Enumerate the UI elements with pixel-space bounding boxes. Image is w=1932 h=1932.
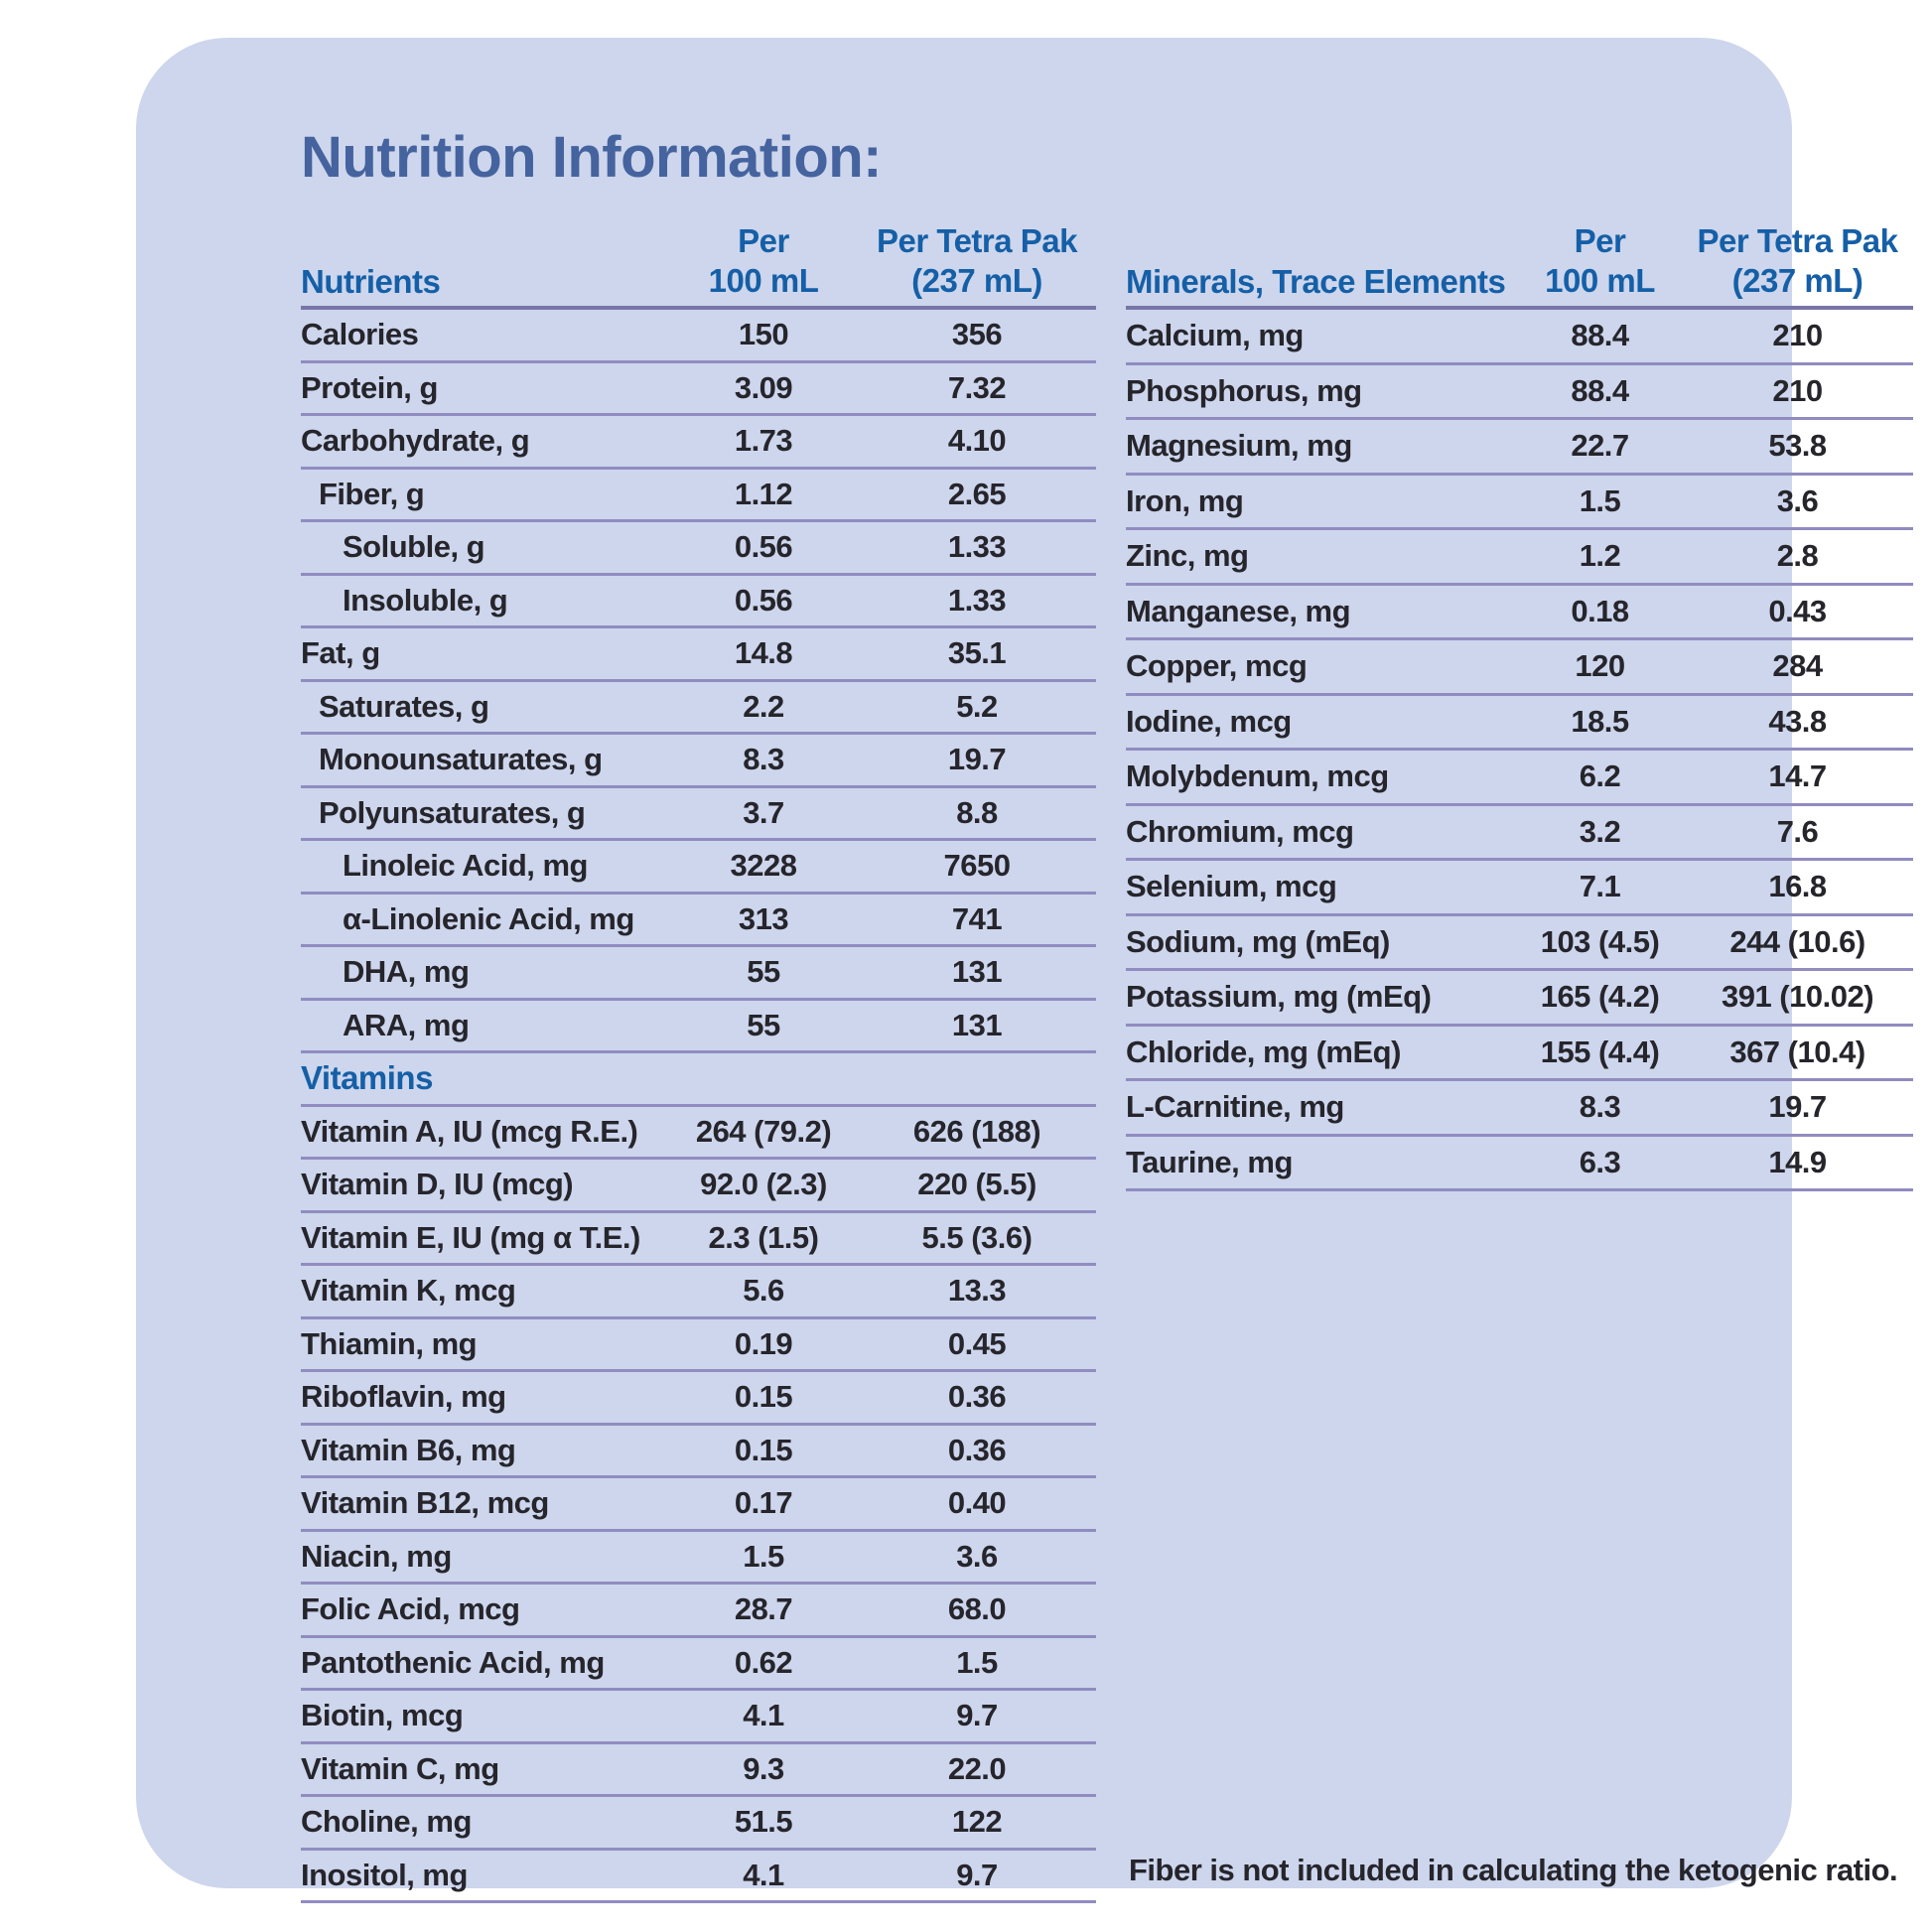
footnote: Fiber is not included in calculating the ketogenic ratio. <box>1129 1853 1898 1887</box>
per-100ml-value: 28.7 <box>734 1591 793 1627</box>
table-row <box>1126 861 1913 916</box>
per-100ml-value: 6.3 <box>1579 1144 1621 1179</box>
column-header-minerals: Minerals, Trace Elements <box>1126 263 1506 300</box>
per-tetra-pak-value: 2.8 <box>1776 538 1819 574</box>
nutrient-label: Molybdenum, mcg <box>1126 759 1389 794</box>
nutrient-label: Selenium, mcg <box>1126 869 1337 904</box>
table-row <box>301 1107 1096 1161</box>
column-header-per-100ml <box>669 221 858 306</box>
nutrient-label: Folic Acid, mcg <box>301 1591 520 1627</box>
per-tetra-pak-value: 0.43 <box>1768 593 1827 628</box>
per-tetra-pak-value: 8.8 <box>956 794 998 830</box>
table-row <box>301 1213 1096 1267</box>
nutrient-label: Niacin, mg <box>301 1538 452 1574</box>
per-100ml-value: 2.2 <box>743 688 784 724</box>
per-100ml-value: 22.7 <box>1571 428 1629 464</box>
table-row <box>301 1851 1096 1904</box>
nutrient-label: Calories <box>301 317 419 352</box>
nutrients-table-body <box>301 310 1096 1903</box>
table-row <box>1126 806 1913 862</box>
nutrients-table <box>301 214 1096 1903</box>
per-tetra-pak-value: 7.6 <box>1776 813 1819 849</box>
per-100ml-value: 0.17 <box>734 1485 793 1521</box>
per-tetra-pak-value: 210 <box>1772 372 1823 408</box>
per-tetra-pak-value: 14.7 <box>1768 759 1827 794</box>
nutrient-label: Pantothenic Acid, mg <box>301 1644 605 1680</box>
per-tetra-pak-value: 4.10 <box>947 423 1007 459</box>
per-tetra-pak-value: 35.1 <box>947 635 1007 671</box>
per-tetra-pak-value: 131 <box>951 954 1003 990</box>
nutrient-label: Potassium, mg (mEq) <box>1126 979 1432 1015</box>
nutrient-label: Soluble, g <box>343 529 485 565</box>
nutrient-label: Chloride, mg (mEq) <box>1126 1034 1401 1069</box>
per-100ml-value: 92.0 (2.3) <box>700 1167 827 1202</box>
per-tetra-pak-value: 5.5 (3.6) <box>921 1219 1033 1255</box>
per-tetra-pak-value: 356 <box>951 317 1003 352</box>
table-row <box>301 1585 1096 1638</box>
per-100ml-value: 0.15 <box>734 1432 793 1467</box>
per-100ml-value: 8.3 <box>1579 1089 1621 1125</box>
column-header-nutrients: Nutrients <box>301 263 441 300</box>
column-header-per-line2: 100 mL <box>1545 262 1655 299</box>
column-header-pak-line1: Per Tetra Pak <box>1697 222 1898 259</box>
nutrient-label: Vitamin E, IU (mg α T.E.) <box>301 1219 640 1255</box>
per-100ml-value: 2.3 (1.5) <box>708 1219 819 1255</box>
nutrient-label: Chromium, mcg <box>1126 813 1354 849</box>
nutrient-label: Sodium, mg (mEq) <box>1126 923 1390 959</box>
table-row <box>301 1319 1096 1373</box>
table-row <box>1126 916 1913 972</box>
column-header-per-tetra-pak <box>1682 221 1913 306</box>
table-row <box>1126 420 1913 476</box>
nutrition-panel <box>136 38 1898 1892</box>
table-row <box>1126 1027 1913 1082</box>
per-tetra-pak-value: 244 (10.6) <box>1729 923 1865 959</box>
table-row <box>1126 1081 1913 1137</box>
per-tetra-pak-value: 9.7 <box>956 1698 998 1733</box>
table-row <box>301 416 1096 470</box>
column-header-per-line2: 100 mL <box>708 262 819 299</box>
nutrient-label: Vitamin B12, mcg <box>301 1485 549 1521</box>
per-tetra-pak-value: 210 <box>1772 318 1823 353</box>
per-100ml-value: 0.18 <box>1571 593 1629 628</box>
table-row <box>301 841 1096 895</box>
nutrient-label: Vitamin B6, mg <box>301 1432 516 1467</box>
per-100ml-value: 264 (79.2) <box>695 1113 832 1149</box>
per-100ml-value: 155 (4.4) <box>1540 1034 1660 1069</box>
nutrient-label: Linoleic Acid, mg <box>343 848 588 884</box>
per-tetra-pak-value: 122 <box>951 1804 1003 1840</box>
per-tetra-pak-value: 1.33 <box>947 582 1007 618</box>
table-row <box>301 1426 1096 1479</box>
nutrient-label: ARA, mg <box>343 1007 470 1042</box>
per-tetra-pak-value: 0.40 <box>947 1485 1007 1521</box>
per-100ml-value: 165 (4.2) <box>1540 979 1660 1015</box>
table-row <box>301 1160 1096 1213</box>
minerals-table-body <box>1126 310 1913 1191</box>
per-tetra-pak-value: 7.32 <box>947 369 1007 405</box>
nutrient-label: Iodine, mcg <box>1126 703 1292 739</box>
per-tetra-pak-value: 391 (10.02) <box>1721 979 1874 1015</box>
nutrient-label: Monounsaturates, g <box>319 742 603 777</box>
per-100ml-value: 150 <box>738 317 789 352</box>
per-tetra-pak-value: 13.3 <box>947 1273 1007 1309</box>
table-row <box>1126 310 1913 365</box>
nutrient-label: Vitamin C, mg <box>301 1750 499 1786</box>
per-tetra-pak-value: 284 <box>1772 648 1823 684</box>
per-100ml-value: 120 <box>1575 648 1625 684</box>
nutrients-table-header <box>301 214 1096 310</box>
nutrient-label: Insoluble, g <box>343 582 508 618</box>
per-tetra-pak-value: 626 (188) <box>912 1113 1041 1149</box>
per-100ml-value: 0.62 <box>734 1644 793 1680</box>
per-tetra-pak-value: 7650 <box>943 848 1011 884</box>
nutrient-label: Biotin, mcg <box>301 1698 464 1733</box>
per-100ml-value: 3.7 <box>743 794 784 830</box>
per-tetra-pak-value: 220 (5.5) <box>917 1167 1036 1202</box>
column-header-per-tetra-pak <box>858 221 1096 306</box>
table-row <box>301 895 1096 948</box>
per-tetra-pak-value: 3.6 <box>956 1538 998 1574</box>
nutrient-label: Saturates, g <box>319 688 489 724</box>
table-row <box>301 788 1096 842</box>
per-100ml-value: 1.12 <box>734 476 793 511</box>
per-100ml-value: 55 <box>747 1007 780 1042</box>
table-row <box>301 682 1096 736</box>
minerals-table <box>1126 214 1913 1191</box>
table-row <box>301 1266 1096 1319</box>
per-tetra-pak-value: 0.45 <box>947 1325 1007 1361</box>
page-title: Nutrition Information: <box>301 125 883 190</box>
nutrient-label: Thiamin, mg <box>301 1325 478 1361</box>
table-row <box>1126 971 1913 1027</box>
table-row <box>301 1532 1096 1586</box>
per-tetra-pak-value: 741 <box>951 900 1003 936</box>
table-row <box>301 1691 1096 1744</box>
per-100ml-value: 9.3 <box>743 1750 784 1786</box>
per-100ml-value: 0.15 <box>734 1379 793 1415</box>
table-row <box>1126 365 1913 421</box>
per-100ml-value: 14.8 <box>734 635 793 671</box>
per-tetra-pak-value: 16.8 <box>1768 869 1827 904</box>
per-tetra-pak-value: 2.65 <box>947 476 1007 511</box>
per-tetra-pak-value: 19.7 <box>947 742 1007 777</box>
per-tetra-pak-value: 9.7 <box>956 1857 998 1892</box>
table-row <box>1126 476 1913 531</box>
table-row <box>301 1797 1096 1851</box>
section-label: Vitamins <box>301 1059 433 1097</box>
per-100ml-value: 3228 <box>730 848 797 884</box>
nutrient-label: Fiber, g <box>319 476 425 511</box>
per-100ml-value: 51.5 <box>734 1804 793 1840</box>
nutrient-label: Iron, mg <box>1126 483 1244 518</box>
per-100ml-value: 3.2 <box>1579 813 1621 849</box>
table-row <box>1126 530 1913 586</box>
table-row <box>301 310 1096 363</box>
per-tetra-pak-value: 22.0 <box>947 1750 1007 1786</box>
nutrient-label: Magnesium, mg <box>1126 428 1352 464</box>
per-tetra-pak-value: 19.7 <box>1768 1089 1827 1125</box>
column-header-pak-line2: (237 mL) <box>911 262 1042 299</box>
per-tetra-pak-value: 5.2 <box>956 688 998 724</box>
column-header-per-line1: Per <box>738 222 789 259</box>
per-tetra-pak-value: 14.9 <box>1768 1144 1827 1179</box>
per-tetra-pak-value: 43.8 <box>1768 703 1827 739</box>
nutrient-label: Carbohydrate, g <box>301 423 530 459</box>
nutrient-label: Riboflavin, mg <box>301 1379 506 1415</box>
per-100ml-value: 0.19 <box>734 1325 793 1361</box>
nutrient-label: L-Carnitine, mg <box>1126 1089 1344 1125</box>
per-100ml-value: 313 <box>738 900 789 936</box>
per-100ml-value: 88.4 <box>1571 372 1629 408</box>
nutrient-label: Vitamin K, mcg <box>301 1273 516 1309</box>
table-row <box>1126 1137 1913 1192</box>
per-100ml-value: 0.56 <box>734 529 793 565</box>
per-100ml-value: 6.2 <box>1579 759 1621 794</box>
per-100ml-value: 103 (4.5) <box>1540 923 1660 959</box>
table-row <box>301 470 1096 523</box>
nutrient-label: Polyunsaturates, g <box>319 794 586 830</box>
per-100ml-value: 1.73 <box>734 423 793 459</box>
nutrient-label: Manganese, mg <box>1126 593 1351 628</box>
per-100ml-value: 7.1 <box>1579 869 1621 904</box>
table-row <box>301 522 1096 576</box>
nutrient-label: Zinc, mg <box>1126 538 1249 574</box>
nutrient-label: Copper, mcg <box>1126 648 1308 684</box>
per-100ml-value: 88.4 <box>1571 318 1629 353</box>
nutrient-label: Phosphorus, mg <box>1126 372 1362 408</box>
minerals-table-header <box>1126 214 1913 310</box>
per-100ml-value: 1.5 <box>743 1538 784 1574</box>
per-100ml-value: 1.2 <box>1579 538 1621 574</box>
nutrient-label: Choline, mg <box>301 1804 472 1840</box>
per-100ml-value: 8.3 <box>743 742 784 777</box>
per-tetra-pak-value: 131 <box>951 1007 1003 1042</box>
nutrient-label: Protein, g <box>301 369 438 405</box>
table-row <box>301 1744 1096 1798</box>
table-row <box>301 1001 1096 1054</box>
section-row <box>301 1053 1096 1107</box>
table-row <box>301 947 1096 1001</box>
per-tetra-pak-value: 0.36 <box>947 1432 1007 1467</box>
table-row <box>1126 696 1913 752</box>
per-100ml-value: 0.56 <box>734 582 793 618</box>
per-100ml-value: 4.1 <box>743 1698 784 1733</box>
nutrient-label: Vitamin D, IU (mcg) <box>301 1167 574 1202</box>
per-tetra-pak-value: 1.33 <box>947 529 1007 565</box>
per-100ml-value: 1.5 <box>1579 483 1621 518</box>
column-header-per-100ml <box>1518 221 1682 306</box>
per-tetra-pak-value: 1.5 <box>956 1644 998 1680</box>
table-row <box>1126 751 1913 806</box>
table-row <box>301 1638 1096 1692</box>
per-100ml-value: 3.09 <box>734 369 793 405</box>
table-row <box>301 576 1096 629</box>
table-row <box>301 363 1096 417</box>
nutrient-label: Calcium, mg <box>1126 318 1304 353</box>
nutrient-label: α-Linolenic Acid, mg <box>343 900 634 936</box>
table-row <box>301 1372 1096 1426</box>
table-row <box>1126 586 1913 641</box>
per-100ml-value: 18.5 <box>1571 703 1629 739</box>
column-header-pak-line2: (237 mL) <box>1731 262 1863 299</box>
per-tetra-pak-value: 53.8 <box>1768 428 1827 464</box>
per-tetra-pak-value: 367 (10.4) <box>1729 1034 1865 1069</box>
table-row <box>301 1478 1096 1532</box>
per-tetra-pak-value: 3.6 <box>1776 483 1819 518</box>
column-header-pak-line1: Per Tetra Pak <box>876 222 1077 259</box>
nutrient-label: Fat, g <box>301 635 380 671</box>
per-tetra-pak-value: 0.36 <box>947 1379 1007 1415</box>
nutrient-label: Vitamin A, IU (mcg R.E.) <box>301 1113 638 1149</box>
nutrient-label: Inositol, mg <box>301 1857 468 1892</box>
table-row <box>301 628 1096 682</box>
nutrient-label: Taurine, mg <box>1126 1144 1293 1179</box>
per-tetra-pak-value: 68.0 <box>947 1591 1007 1627</box>
table-row <box>301 735 1096 788</box>
per-100ml-value: 4.1 <box>743 1857 784 1892</box>
column-header-per-line1: Per <box>1574 222 1626 259</box>
per-100ml-value: 55 <box>747 954 780 990</box>
per-100ml-value: 5.6 <box>743 1273 784 1309</box>
nutrient-label: DHA, mg <box>343 954 470 990</box>
table-row <box>1126 640 1913 696</box>
